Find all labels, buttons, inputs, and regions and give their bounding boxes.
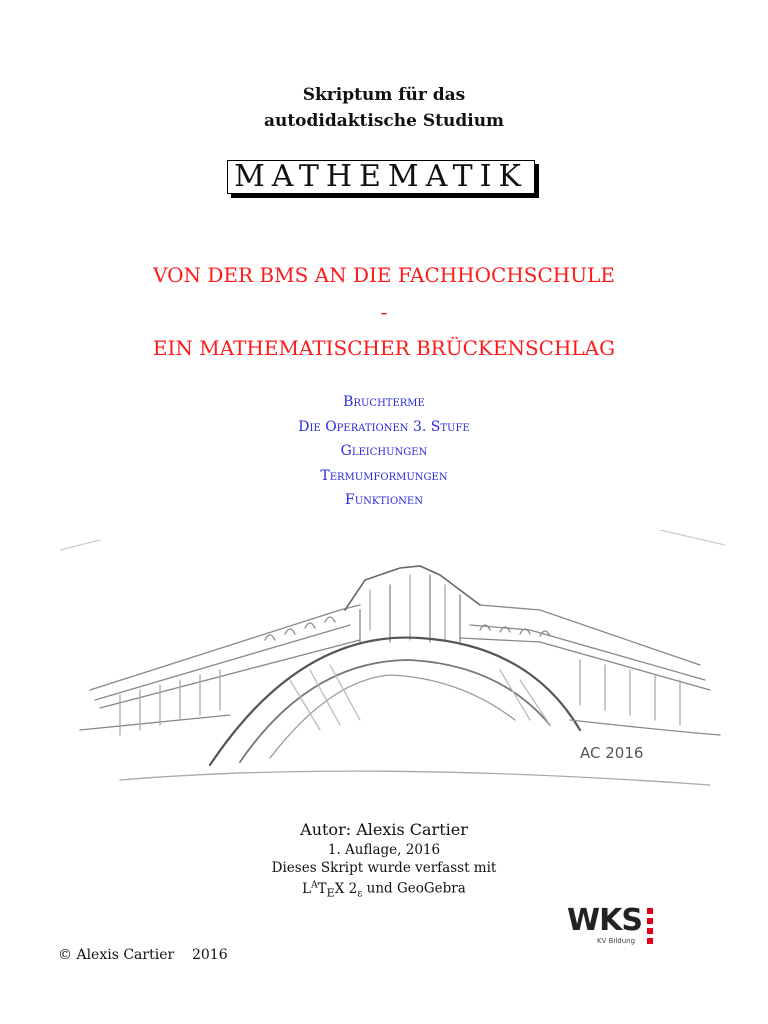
subject-box: MATHEMATIK [227, 160, 535, 194]
topic-list [0, 390, 768, 513]
author-name: Autor: Alexis Cartier [300, 820, 468, 839]
copyright-line [58, 947, 228, 963]
sketch-signature: AC 2016 [580, 744, 644, 762]
topic-item: Funktionen [345, 492, 423, 508]
topic-item: Die Operationen 3. Stufe [298, 418, 470, 435]
topic-item: Bruchterme [343, 394, 425, 410]
copyright-symbol: © [58, 947, 72, 963]
tools-line [0, 876, 768, 903]
wks-logo [567, 905, 667, 950]
tool-note: Dieses Skript wurde verfasst mit [271, 860, 497, 876]
script-title-line2: autodidaktische Studium [263, 111, 505, 131]
title-dash: - [380, 300, 388, 324]
topic-item: Gleichungen [340, 443, 428, 459]
tools-suffix: und GeoGebra [366, 880, 466, 897]
latex-logo: $L^AT_EX$ $2_\varepsilon$ [302, 880, 363, 900]
copyright-text: Alexis Cartier 2016 [76, 947, 228, 963]
title-line1: VON DER BMS AN DIE FACHHOCHSCHULE [153, 263, 615, 287]
bridge-sketch [60, 530, 725, 812]
script-title-line1: Skriptum für das [302, 85, 466, 105]
topic-item: Termumformungen [320, 467, 448, 484]
wks-brand: WKS [567, 903, 642, 938]
title-line2: EIN MATHEMATISCHER BRÜCKENSCHLAG [152, 336, 616, 360]
wks-dots [647, 908, 653, 944]
edition: 1. Auflage, 2016 [327, 842, 441, 858]
wks-tagline: KV Bildung [597, 937, 636, 945]
